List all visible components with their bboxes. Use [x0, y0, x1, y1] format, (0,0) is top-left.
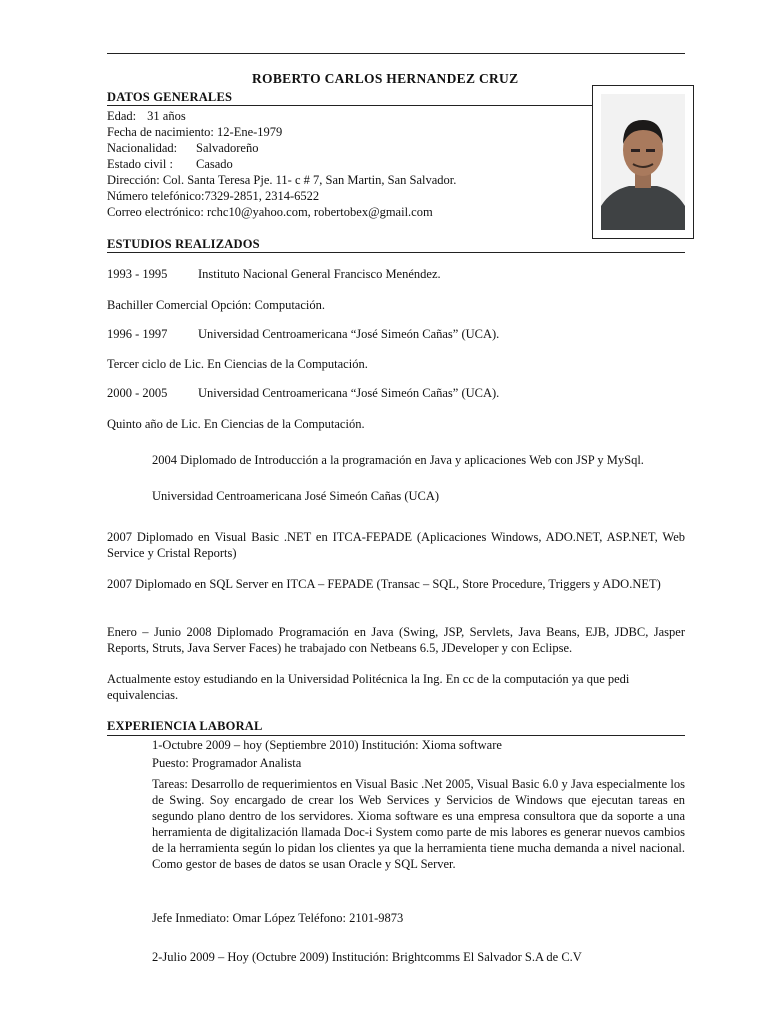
estudio-institution: Instituto Nacional General Francisco Menéndez.: [198, 267, 441, 281]
edad-row: [107, 108, 186, 124]
job-2-title: 2-Julio 2009 – Hoy (Octubre 2009) Institución: Brightcomms El Salvador S.A de C.V: [152, 950, 582, 964]
section-datos-generales: DATOS GENERALES: [107, 90, 233, 104]
nacionalidad-label: Nacionalidad:: [107, 141, 178, 155]
job-1-jefe: Jefe Inmediato: Omar López Teléfono: 2101-9873: [152, 911, 404, 925]
diplomado-2004-institution: Universidad Centroamericana José Simeón Cañas (UCA): [152, 489, 440, 503]
estudio-detail: Quinto año de Lic. En Ciencias de la Computación.: [107, 417, 365, 431]
section-rule: [107, 105, 593, 106]
estudio-years: 1996 - 1997: [107, 327, 168, 341]
nacionalidad-row: [107, 140, 258, 156]
section-estudios: ESTUDIOS REALIZADOS: [107, 237, 260, 251]
section-experiencia: EXPERIENCIA LABORAL: [107, 719, 263, 733]
estudio-years: 1993 - 1995: [107, 267, 168, 281]
estudio-row: [107, 266, 441, 282]
estudio-detail: Tercer ciclo de Lic. En Ciencias de la Computación.: [107, 357, 368, 371]
candidate-name: ROBERTO CARLOS HERNANDEZ CRUZ: [252, 71, 519, 86]
profile-photo: [592, 85, 694, 239]
direccion: Dirección: Col. Santa Teresa Pje. 11- c # 7, San Martin, San Salvador.: [107, 173, 457, 187]
fecha-nacimiento: Fecha de nacimiento: 12-Ene-1979: [107, 125, 283, 139]
estudio-years: 2000 - 2005: [107, 386, 168, 400]
nacionalidad-value: Salvadoreño: [196, 141, 259, 155]
correo: Correo electrónico: rchc10@yahoo.com, robertobex@gmail.com: [107, 205, 433, 219]
diplomado-2007-vb: 2007 Diplomado en Visual Basic .NET en ITCA-FEPADE (Aplicaciones Windows, ADO.NET, ASP.NET, Web Service y Cristal Reports): [107, 530, 685, 560]
edad-value: 31 años: [147, 109, 186, 123]
job-1-tareas: Tareas: Desarrollo de requerimientos en Visual Basic .Net 2005, Visual Basic 6.0 y Java especialmente los de Swing. Soy encargado de crear los Web Services y Servicios de Windows que ejecutan tareas en segundo plano dentro de los servidores. Xioma software es una empresa consultora que da soporte a una herramienta de digitalización llamada Doc-i System como parte de mis labores es generar nuevos cambios de la herramienta según lo pidan los clientes ya que la herramienta tiene mucha demanda a nivel nacional. Como gestor de bases de datos se usan Oracle y SQL Server.: [152, 777, 685, 871]
estudio-institution: Universidad Centroamericana “José Simeón Cañas” (UCA).: [198, 327, 500, 341]
estado-civil-row: [107, 156, 233, 172]
estado-civil-label: Estado civil :: [107, 157, 173, 171]
estudio-institution: Universidad Centroamericana “José Simeón Cañas” (UCA).: [198, 386, 500, 400]
estudio-row: [107, 385, 499, 401]
estado-civil-value: Casado: [196, 157, 233, 171]
diplomado-2004: 2004 Diplomado de Introducción a la programación en Java y aplicaciones Web con JSP y MySql.: [152, 453, 644, 467]
estudio-actual: Actualmente estoy estudiando en la Universidad Politécnica la Ing. En cc de la computación ya que pedi equivalencias.: [107, 672, 630, 702]
telefono: Número telefónico:7329-2851, 2314-6522: [107, 189, 320, 203]
job-1-puesto: Puesto: Programador Analista: [152, 756, 302, 770]
edad-label: Edad:: [107, 109, 137, 123]
estudio-row: [107, 326, 499, 342]
section-rule: [107, 735, 685, 736]
profile-photo-image: [601, 94, 685, 230]
diplomado-2008: Enero – Junio 2008 Diplomado Programación en Java (Swing, JSP, Servlets, Java Beans, EJB, JDBC, Jasper Reports, Struts, Java Server Faces) he trabajado con Netbeans 6.5, JDeveloper y con Eclipse.: [107, 625, 685, 655]
diplomado-2007-sql: 2007 Diplomado en SQL Server en ITCA – FEPADE (Transac – SQL, Store Procedure, Triggers y ADO.NET): [107, 577, 661, 591]
section-rule: [107, 252, 685, 253]
job-1-title: 1-Octubre 2009 – hoy (Septiembre 2010) Institución: Xioma software: [152, 738, 502, 752]
top-rule: [107, 53, 685, 54]
estudio-detail: Bachiller Comercial Opción: Computación.: [107, 298, 325, 312]
